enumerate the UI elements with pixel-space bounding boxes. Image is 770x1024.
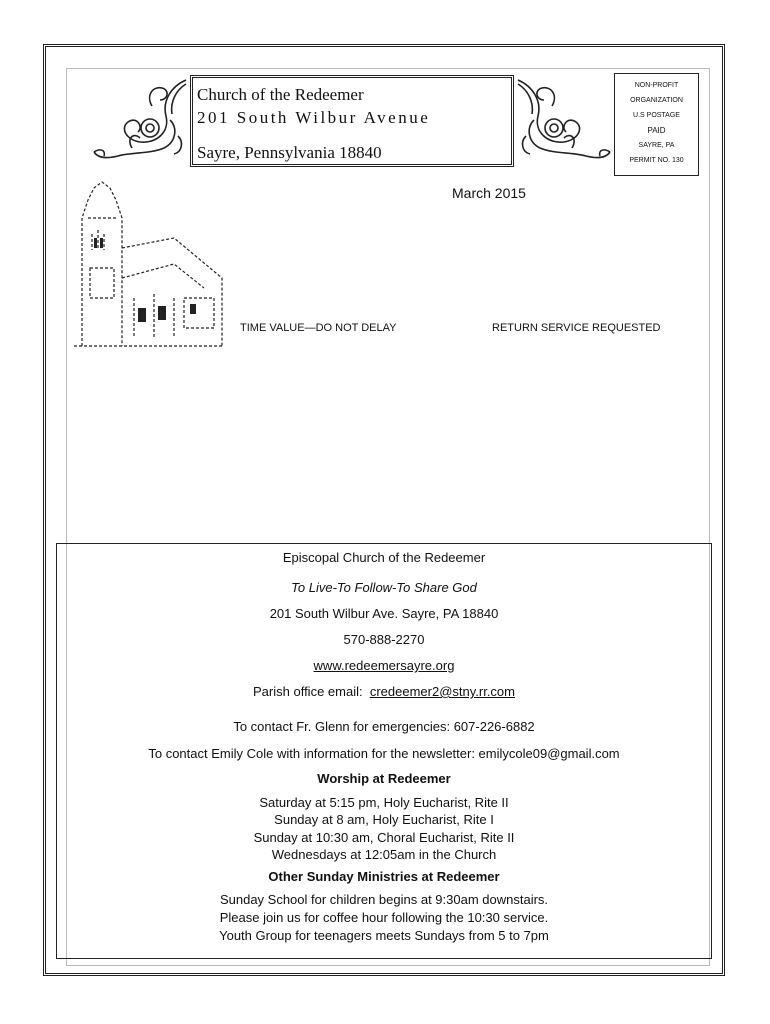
church-address: 201 South Wilbur Ave. Sayre, PA 18840 — [269, 606, 499, 621]
church-phone: 570-888-2270 — [343, 632, 425, 647]
postage-line1: NON-PROFIT — [634, 82, 679, 89]
worship-item: Saturday at 5:15 pm, Holy Eucharist, Rite II — [259, 795, 509, 810]
ministry-item: Sunday School for children begins at 9:30am downstairs. — [219, 892, 549, 907]
church-full-name: Episcopal Church of the Redeemer — [282, 550, 486, 565]
right-scroll-ornament — [516, 76, 612, 164]
postage-permit: PERMIT NO. 130 — [629, 157, 684, 164]
city-state-zip: Sayre, Pennsylvania 18840 — [197, 143, 382, 162]
time-value-notice: TIME VALUE—DO NOT DELAY — [240, 322, 397, 334]
worship-heading: Worship at Redeemer — [317, 771, 451, 786]
postage-paid: PAID — [647, 126, 666, 135]
emergency-contact: To contact Fr. Glenn for emergencies: 607-226-6882 — [233, 719, 535, 734]
postage-indicia — [614, 73, 699, 176]
street-address: 201 South Wilbur Avenue — [197, 108, 431, 127]
return-address-box — [190, 75, 514, 167]
email-line — [57, 684, 711, 699]
issue-date: March 2015 — [452, 185, 526, 201]
left-scroll-ornament — [92, 76, 188, 164]
church-info-box — [56, 543, 712, 959]
postage-line2: ORGANIZATION — [630, 97, 683, 104]
postage-line3: U.S POSTAGE — [633, 112, 680, 119]
church-sketch-image — [74, 178, 224, 348]
postage-city: SAYRE, PA — [638, 142, 675, 149]
website-link[interactable]: www.redeemersayre.org — [313, 658, 455, 673]
newsletter-contact: To contact Emily Cole with information for the newsletter: emilycole09@gmail.com — [148, 746, 620, 761]
ministry-item: Please join us for coffee hour following the 10:30 service. — [219, 910, 549, 925]
worship-item: Sunday at 10:30 am, Choral Eucharist, Rite II — [253, 830, 515, 845]
ministries-heading: Other Sunday Ministries at Redeemer — [268, 869, 500, 884]
worship-item: Sunday at 8 am, Holy Eucharist, Rite I — [274, 812, 494, 827]
worship-item: Wednesdays at 12:05am in the Church — [271, 847, 497, 862]
church-motto: To Live-To Follow-To Share God — [291, 580, 477, 595]
church-name: Church of the Redeemer — [197, 85, 364, 104]
email-link[interactable]: credeemer2@stny.rr.com — [369, 684, 515, 699]
return-service-notice: RETURN SERVICE REQUESTED — [492, 322, 661, 334]
email-label: Parish office email: — [253, 684, 363, 699]
ministry-item: Youth Group for teenagers meets Sundays from 5 to 7pm — [219, 928, 549, 943]
